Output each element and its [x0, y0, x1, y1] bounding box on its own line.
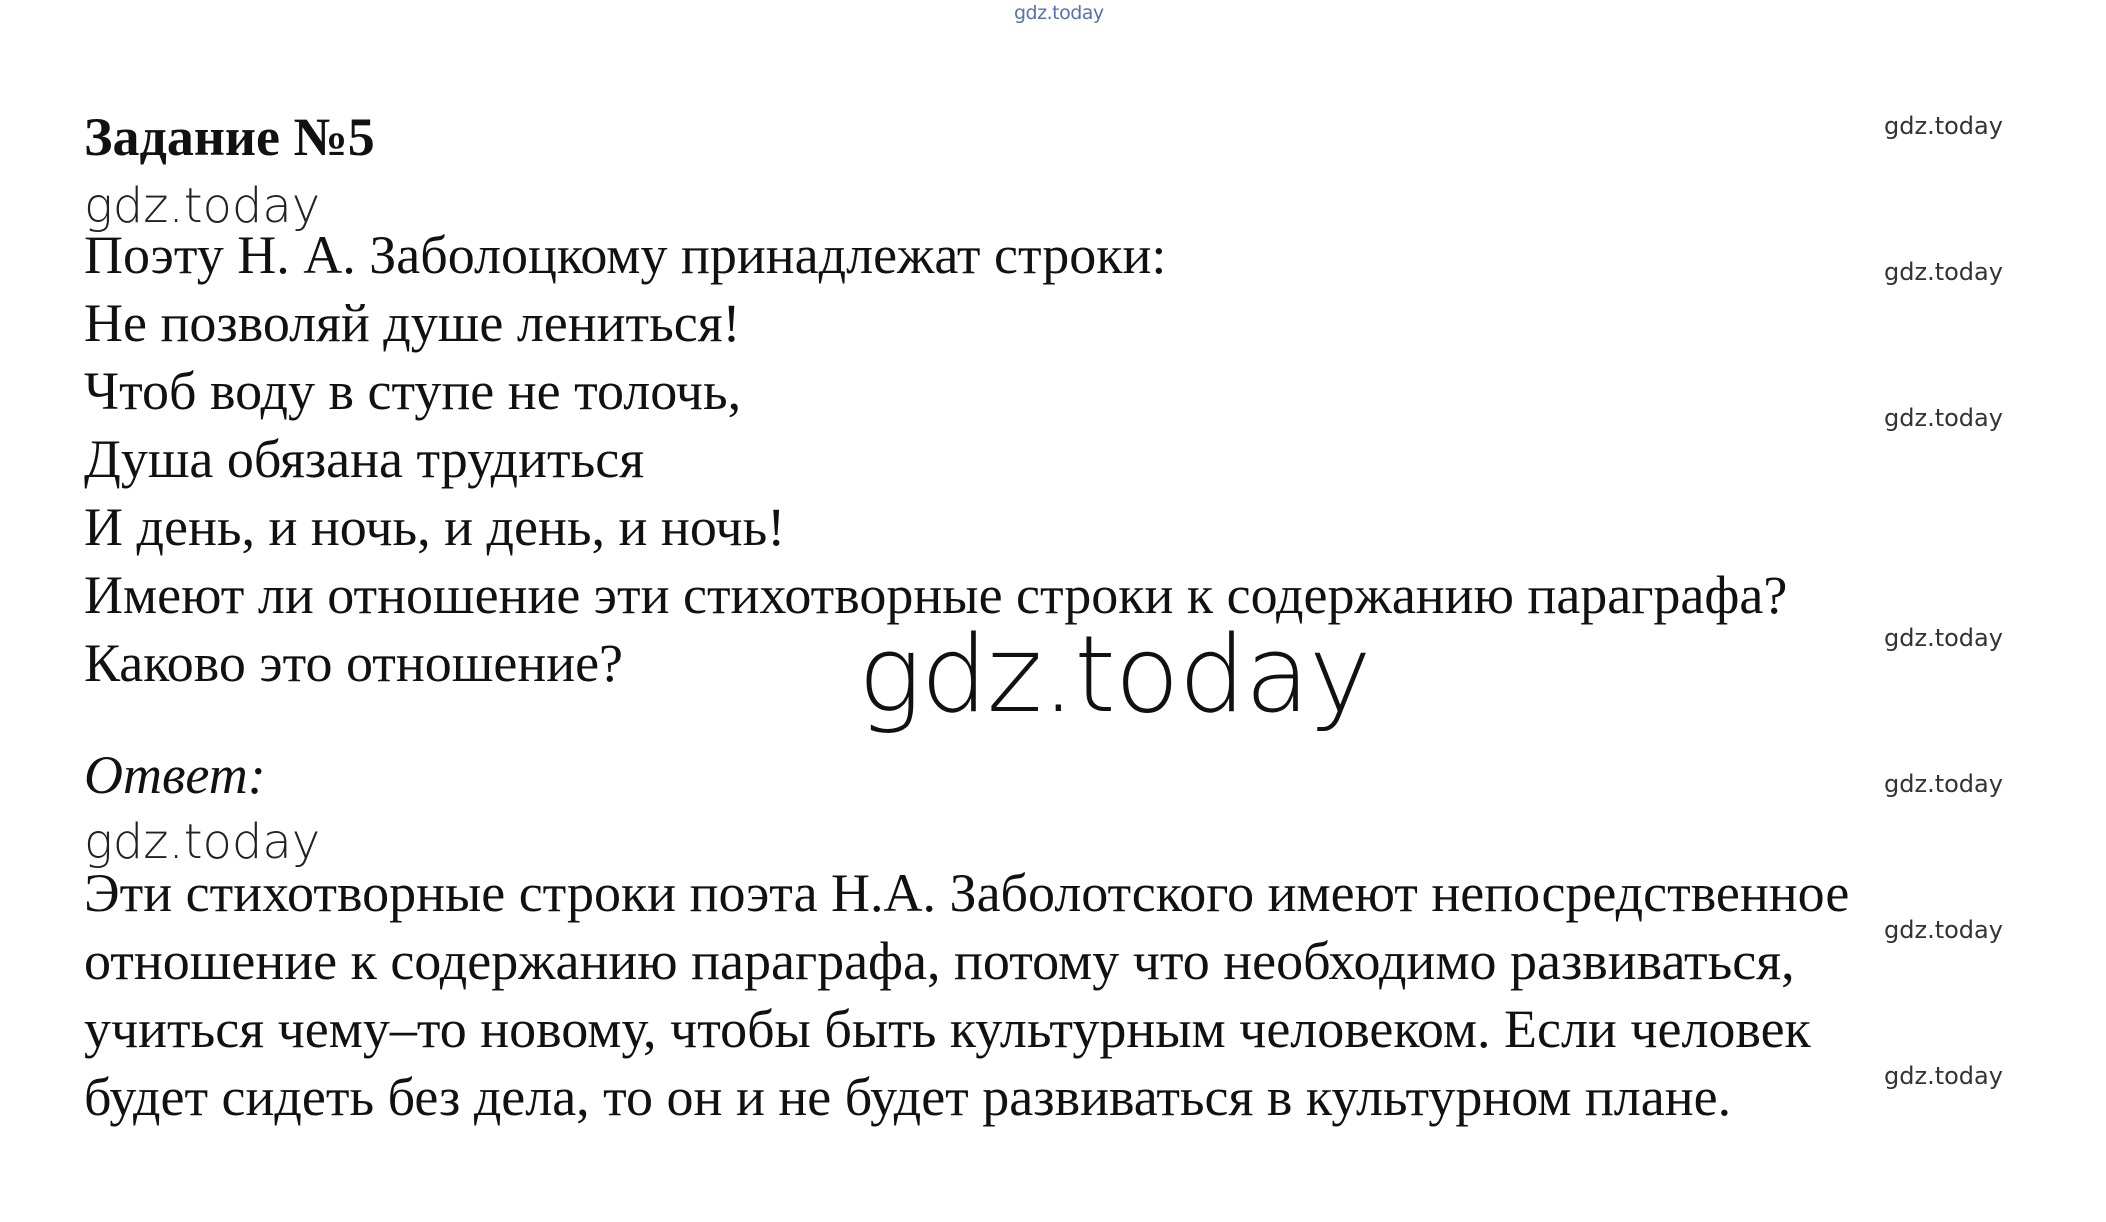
watermark-big: gdz.today — [858, 613, 1371, 736]
task-line: Чтоб воду в ступе не толочь, — [84, 361, 742, 421]
answer-line: будет сидеть без дела, то он и не будет развиваться в культурном плане. — [84, 1067, 1732, 1127]
watermark-side: gdz.today — [1884, 624, 2003, 652]
answer-line: учиться чему–то новому, чтобы быть культурным человеком. Если человек — [84, 999, 1811, 1059]
task-line: Каково это отношение? — [84, 633, 624, 693]
watermark-side: gdz.today — [1884, 1062, 2003, 1090]
answer-label: Ответ: — [84, 745, 266, 805]
watermark-inline: gdz.today — [84, 178, 321, 234]
task-line: Поэту Н. А. Заболоцкому принадлежат строки: — [84, 225, 1167, 285]
task-line: И день, и ночь, и день, и ночь! — [84, 497, 786, 557]
answer-line: отношение к содержанию параграфа, потому что необходимо развиваться, — [84, 931, 1795, 991]
watermark-top: gdz.today — [1014, 2, 1104, 24]
task-title: Задание №5 — [84, 107, 375, 167]
answer-line: Эти стихотворные строки поэта Н.А. Заболотского имеют непосредственное — [84, 863, 1850, 923]
task-line: Не позволяй душе лениться! — [84, 293, 741, 353]
watermark-side: gdz.today — [1884, 112, 2003, 140]
watermark-side: gdz.today — [1884, 258, 2003, 286]
watermark-inline: gdz.today — [84, 814, 321, 870]
task-line: Душа обязана трудиться — [84, 429, 645, 489]
watermark-side: gdz.today — [1884, 770, 2003, 798]
task-line: Имеют ли отношение эти стихотворные строки к содержанию параграфа? — [84, 565, 1788, 625]
watermark-side: gdz.today — [1884, 916, 2003, 944]
watermark-side: gdz.today — [1884, 404, 2003, 432]
